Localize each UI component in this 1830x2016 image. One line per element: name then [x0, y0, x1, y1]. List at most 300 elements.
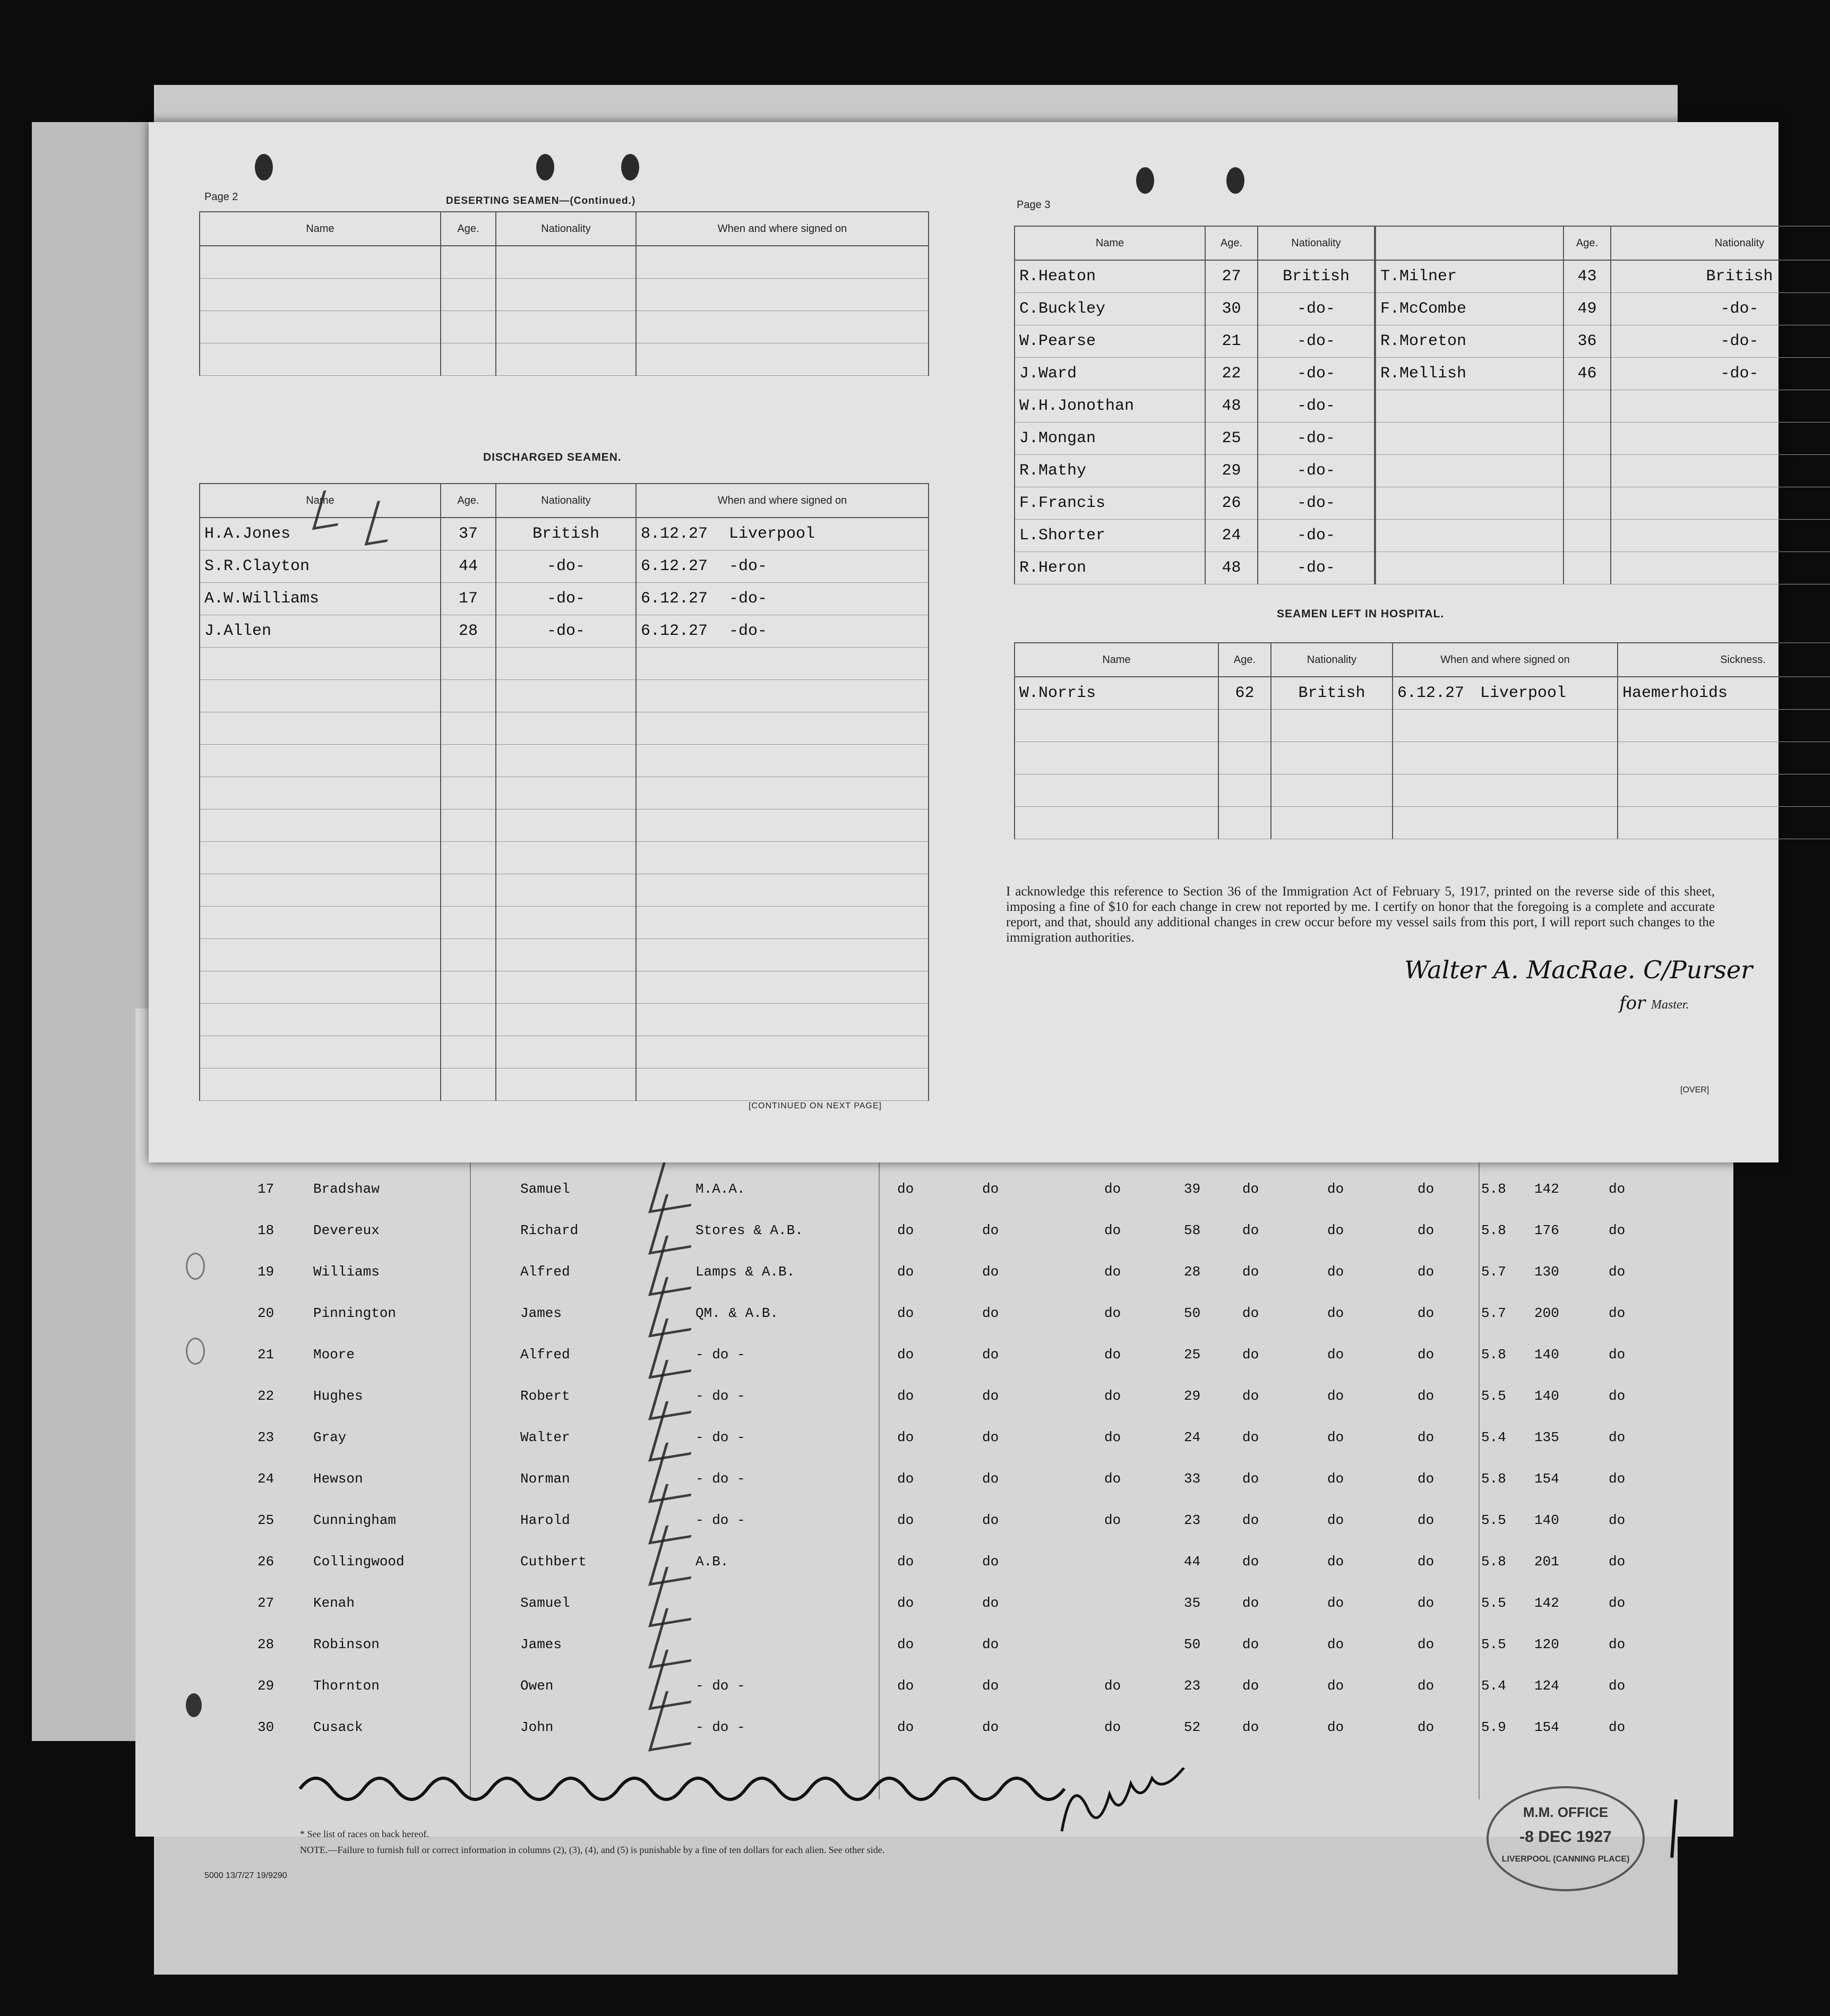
lower-sheet-hole-3 [186, 1693, 202, 1717]
crew-nationality: -do- [1258, 520, 1374, 552]
crew-name: R.Moreton [1376, 325, 1563, 358]
crew-age: 26 [1205, 487, 1258, 520]
crew-col-do: do [1104, 1347, 1121, 1363]
seaman-nationality: British [496, 518, 636, 550]
signed-place: Liverpool [729, 525, 815, 543]
crew-col-do: do [1242, 1636, 1259, 1652]
crew-age: 52 [1184, 1719, 1201, 1735]
col-nationality: Nationality [1271, 643, 1393, 677]
col-age: Age. [1205, 226, 1258, 260]
crew-col-do: do [1417, 1636, 1434, 1652]
patient-nationality: British [1271, 677, 1393, 710]
crew-col-do: do [1242, 1719, 1259, 1735]
crew-surname: Pinnington [313, 1305, 397, 1321]
crew-age: 23 [1184, 1678, 1201, 1694]
stamp-date: -8 DEC 1927 [1519, 1828, 1612, 1846]
crew-nationality: -do- [1258, 455, 1374, 487]
seaman-age: 17 [441, 583, 496, 615]
seaman-name [200, 971, 441, 1004]
crew-nationality: British [1611, 260, 1830, 293]
crew-name: T.Milner [1376, 260, 1563, 293]
crew-weight: 201 [1534, 1554, 1559, 1570]
crew-rating: A.B. [695, 1554, 729, 1570]
signed-on [636, 809, 929, 842]
crew-age: 46 [1563, 358, 1611, 390]
crew-nationality: -do- [1258, 358, 1374, 390]
crew-age: 25 [1205, 423, 1258, 455]
patient-age [1218, 710, 1271, 742]
crew-col-do: do [1609, 1388, 1626, 1404]
crew-age: 23 [1184, 1512, 1201, 1528]
crew-weight: 140 [1534, 1388, 1559, 1404]
table-row [1376, 260, 1830, 293]
stamp-bottom: LIVERPOOL (CANNING PLACE) [1501, 1855, 1630, 1864]
crew-col-do: do [1609, 1264, 1626, 1280]
seaman-name: J.Allen [200, 615, 441, 648]
lower-sheet-hole-2 [186, 1338, 205, 1365]
crew-rating: M.A.A. [695, 1181, 745, 1197]
seaman-name [200, 1004, 441, 1036]
seaman-name [200, 874, 441, 907]
crew-row [234, 1222, 1667, 1260]
crew-col-do: do [1242, 1305, 1259, 1321]
signed-on [636, 550, 929, 583]
table-row [1376, 325, 1830, 358]
crew-nationality: -do- [1258, 390, 1374, 423]
mm-office-stamp [1487, 1786, 1645, 1891]
patient-nationality [1271, 774, 1393, 807]
crew-age: 58 [1184, 1222, 1201, 1238]
crew-row [234, 1554, 1667, 1591]
crew-nationality: -do- [1611, 293, 1830, 325]
seaman-name [200, 680, 441, 712]
table-row [1015, 774, 1830, 807]
crew-nationality: -do- [1258, 552, 1374, 584]
hospital-title: SEAMEN LEFT IN HOSPITAL. [1277, 608, 1445, 620]
table-row [200, 583, 929, 615]
crew-col-do: do [1327, 1429, 1344, 1445]
seaman-nationality [496, 874, 636, 907]
crew-number: 28 [257, 1636, 274, 1652]
crew-given-name: Samuel [520, 1595, 570, 1611]
crew-col-do: do [1609, 1429, 1626, 1445]
crew-given-name: James [520, 1305, 562, 1321]
crew-weight: 154 [1534, 1719, 1559, 1735]
punch-hole [1136, 167, 1154, 194]
table-row [200, 550, 929, 583]
crew-nationality [1611, 423, 1830, 455]
crew-name [1376, 487, 1563, 520]
crew-col-do: do [982, 1719, 999, 1735]
seaman-nationality [496, 1069, 636, 1101]
crew-name: J.Ward [1015, 358, 1205, 390]
crew-col-do: do [897, 1595, 914, 1611]
crew-nationality [1611, 390, 1830, 423]
crew-row [234, 1636, 1667, 1674]
crew-col-do: do [1417, 1719, 1434, 1735]
crew-col-do: do [1609, 1678, 1626, 1694]
crew-col-do: do [1609, 1719, 1626, 1735]
patient-name [1015, 742, 1218, 774]
crew-weight: 200 [1534, 1305, 1559, 1321]
crew-age: 33 [1184, 1471, 1201, 1487]
signed-date: 6.12.27 [641, 590, 708, 608]
col-sickness: Sickness. [1618, 643, 1830, 677]
crew-col-do: do [1327, 1264, 1344, 1280]
crew-row [234, 1719, 1667, 1756]
page3-crew-table-left [1014, 226, 1375, 584]
seaman-name: H.A.Jones [200, 518, 441, 550]
table-row [1015, 260, 1374, 293]
deserting-seamen-table [199, 211, 929, 376]
crew-age: 21 [1205, 325, 1258, 358]
crew-col-do: do [1104, 1305, 1121, 1321]
crew-height: 5.4 [1481, 1429, 1506, 1445]
crew-row [234, 1678, 1667, 1715]
table-row [1376, 455, 1830, 487]
crew-weight: 142 [1534, 1595, 1559, 1611]
crew-age [1563, 520, 1611, 552]
seaman-nationality [496, 907, 636, 939]
seaman-age [441, 1004, 496, 1036]
crew-height: 5.9 [1481, 1719, 1506, 1735]
seaman-nationality: -do- [496, 615, 636, 648]
seaman-name: S.R.Clayton [200, 550, 441, 583]
seaman-nationality [496, 745, 636, 777]
table-row [200, 1069, 929, 1101]
seaman-nationality [496, 1004, 636, 1036]
patient-name [1015, 710, 1218, 742]
crew-number: 30 [257, 1719, 274, 1735]
crew-name: R.Heron [1015, 552, 1205, 584]
crew-age: 27 [1205, 260, 1258, 293]
crew-col-do: do [897, 1347, 914, 1363]
crew-name: F.McCombe [1376, 293, 1563, 325]
crew-col-do: do [1242, 1678, 1259, 1694]
table-row [1376, 487, 1830, 520]
signed-place: -do- [729, 557, 768, 575]
patient-age [1218, 774, 1271, 807]
table-row [200, 745, 929, 777]
table-row [1015, 520, 1374, 552]
col-name: Name [200, 212, 441, 246]
crew-weight: 142 [1534, 1181, 1559, 1197]
crew-age: 24 [1205, 520, 1258, 552]
master-label: Master. [1651, 998, 1689, 1012]
signed-on [636, 518, 929, 550]
sickness [1618, 807, 1830, 839]
seaman-nationality [496, 939, 636, 971]
crew-col-do: do [1327, 1512, 1344, 1528]
seaman-age [441, 777, 496, 809]
crew-given-name: Alfred [520, 1347, 570, 1363]
crew-row [234, 1471, 1667, 1508]
seaman-nationality: -do- [496, 550, 636, 583]
crew-col-do: do [1104, 1678, 1121, 1694]
seaman-name [200, 712, 441, 745]
crew-name: F.Francis [1015, 487, 1205, 520]
signed-on [636, 583, 929, 615]
table-row [1015, 358, 1374, 390]
crew-age [1563, 390, 1611, 423]
crew-col-do: do [982, 1181, 999, 1197]
seaman-name [200, 1036, 441, 1069]
crew-height: 5.8 [1481, 1471, 1506, 1487]
crew-col-do: do [1104, 1719, 1121, 1735]
signed-on [636, 680, 929, 712]
crew-surname: Kenah [313, 1595, 355, 1611]
crew-col-do: do [1609, 1554, 1626, 1570]
crew-col-do: do [1417, 1678, 1434, 1694]
crew-height: 5.8 [1481, 1554, 1506, 1570]
crew-col-do: do [1242, 1347, 1259, 1363]
patient-name: W.Norris [1015, 677, 1218, 710]
crew-nationality: -do- [1611, 358, 1830, 390]
table-row [200, 939, 929, 971]
crew-height: 5.5 [1481, 1512, 1506, 1528]
crew-surname: Thornton [313, 1678, 380, 1694]
crew-given-name: Harold [520, 1512, 570, 1528]
crew-given-name: Samuel [520, 1181, 570, 1197]
crew-col-do: do [1609, 1222, 1626, 1238]
crew-col-do: do [1609, 1512, 1626, 1528]
signed-on [636, 615, 929, 648]
crew-surname: Hughes [313, 1388, 363, 1404]
crew-given-name: John [520, 1719, 554, 1735]
crew-number: 27 [257, 1595, 274, 1611]
crew-weight: 176 [1534, 1222, 1559, 1238]
crew-height: 5.8 [1481, 1222, 1506, 1238]
crew-nationality [1611, 487, 1830, 520]
table-row [1376, 423, 1830, 455]
seaman-name [200, 648, 441, 680]
seaman-age [441, 842, 496, 874]
col-age: Age. [441, 212, 496, 246]
table-row [1015, 807, 1830, 839]
signed-on [636, 907, 929, 939]
signed-on [636, 874, 929, 907]
signed-place: -do- [729, 590, 768, 608]
crew-height: 5.5 [1481, 1595, 1506, 1611]
col-name: Name [200, 484, 441, 518]
crew-nationality: -do- [1258, 487, 1374, 520]
signed-on [636, 745, 929, 777]
table-row [200, 680, 929, 712]
sickness [1618, 710, 1830, 742]
crew-age: 29 [1205, 455, 1258, 487]
crew-col-do: do [1417, 1595, 1434, 1611]
signed-on [636, 1004, 929, 1036]
crew-surname: Cunningham [313, 1512, 397, 1528]
seaman-age [441, 874, 496, 907]
seaman-name [200, 907, 441, 939]
patient-age [1218, 807, 1271, 839]
table-row [200, 842, 929, 874]
patient-nationality [1271, 807, 1393, 839]
crew-col-do: do [1327, 1595, 1344, 1611]
crew-row [234, 1429, 1667, 1467]
hospital-table [1014, 642, 1830, 839]
signed-date: 8.12.27 [641, 525, 708, 543]
signed-on [1393, 774, 1618, 807]
crew-given-name: Robert [520, 1388, 570, 1404]
signed-on [636, 971, 929, 1004]
crew-surname: Robinson [313, 1636, 380, 1652]
crew-age: 50 [1184, 1305, 1201, 1321]
crew-age: 25 [1184, 1347, 1201, 1363]
crew-surname: Williams [313, 1264, 380, 1280]
crew-nationality [1611, 552, 1830, 584]
crew-name: L.Shorter [1015, 520, 1205, 552]
punch-hole [1226, 167, 1244, 194]
crew-rating: QM. & A.B. [695, 1305, 779, 1321]
crew-col-do: do [897, 1512, 914, 1528]
crew-rating: - do - [695, 1719, 745, 1735]
crew-col-do: do [897, 1719, 914, 1735]
crew-col-do: do [1104, 1429, 1121, 1445]
crew-number: 22 [257, 1388, 274, 1404]
crew-col-do: do [982, 1264, 999, 1280]
crew-given-name: Alfred [520, 1264, 570, 1280]
crew-age [1563, 423, 1611, 455]
crew-weight: 120 [1534, 1636, 1559, 1652]
crew-age: 39 [1184, 1181, 1201, 1197]
crew-number: 21 [257, 1347, 274, 1363]
crew-col-do: do [1417, 1305, 1434, 1321]
table-row [1376, 358, 1830, 390]
seaman-nationality [496, 680, 636, 712]
seaman-nationality [496, 1036, 636, 1069]
crew-col-do: do [982, 1471, 999, 1487]
col-nationality: Nationality [1611, 226, 1830, 260]
crew-name: J.Mongan [1015, 423, 1205, 455]
purser-signature: Walter A. MacRae. C/Purser [1404, 955, 1753, 984]
crew-col-do: do [1609, 1471, 1626, 1487]
table-row [1376, 293, 1830, 325]
crew-given-name: Richard [520, 1222, 579, 1238]
table-row [200, 615, 929, 648]
crew-col-do: do [1417, 1471, 1434, 1487]
crew-col-do: do [982, 1512, 999, 1528]
seaman-name [200, 1069, 441, 1101]
signed-place: -do- [729, 622, 768, 640]
crew-col-do: do [897, 1264, 914, 1280]
crew-col-do: do [1417, 1388, 1434, 1404]
discharged-seamen-table [199, 483, 929, 1101]
crew-number: 26 [257, 1554, 274, 1570]
crew-col-do: do [1609, 1595, 1626, 1611]
crew-age: 48 [1205, 390, 1258, 423]
crew-col-do: do [1242, 1512, 1259, 1528]
table-row [1015, 742, 1830, 774]
patient-nationality [1271, 710, 1393, 742]
crew-name [1376, 520, 1563, 552]
seaman-nationality [496, 648, 636, 680]
crew-height: 5.8 [1481, 1181, 1506, 1197]
continued-note: [CONTINUED ON NEXT PAGE] [749, 1101, 882, 1110]
seaman-age: 37 [441, 518, 496, 550]
crew-weight: 140 [1534, 1347, 1559, 1363]
crew-col-do: do [897, 1429, 914, 1445]
crew-height: 5.7 [1481, 1264, 1506, 1280]
stamp-top: M.M. OFFICE [1523, 1804, 1609, 1820]
acknowledgement-text: I acknowledge this reference to Section 36 of the Immigration Act of February 5, 1917, printed on the reverse side of this sheet, imposing a fine of $10 for each change in crew not reported by me. I certify on honor that the foregoing is a complete and accurate report, and that, should any additional changes in crew occur before my vessel sails from this port, I will report such changes to the immigration authorities. [1006, 884, 1715, 945]
signed-on [1393, 710, 1618, 742]
table-row [1015, 710, 1830, 742]
patient-age: 62 [1218, 677, 1271, 710]
table-row [200, 1004, 929, 1036]
crew-name [1376, 552, 1563, 584]
form-number: 5000 13/7/27 19/9290 [204, 1871, 287, 1880]
crew-col-do: do [1104, 1264, 1121, 1280]
crew-number: 29 [257, 1678, 274, 1694]
seaman-nationality [496, 777, 636, 809]
crew-col-do: do [1104, 1471, 1121, 1487]
crew-col-do: do [1104, 1388, 1121, 1404]
crew-rating: - do - [695, 1347, 745, 1363]
seaman-name: A.W.Williams [200, 583, 441, 615]
table-row [200, 518, 929, 550]
crew-col-do: do [982, 1595, 999, 1611]
crew-col-do: do [1242, 1471, 1259, 1487]
crew-col-do: do [1327, 1471, 1344, 1487]
signed-on [1393, 677, 1618, 710]
crew-col-do: do [1327, 1554, 1344, 1570]
crew-nationality [1611, 455, 1830, 487]
crew-col-do: do [1417, 1554, 1434, 1570]
crew-age: 24 [1184, 1429, 1201, 1445]
crew-age [1563, 552, 1611, 584]
crew-col-do: do [1417, 1347, 1434, 1363]
crew-name: W.H.Jonothan [1015, 390, 1205, 423]
table-row [1376, 390, 1830, 423]
crew-col-do: do [1104, 1222, 1121, 1238]
crew-name [1376, 455, 1563, 487]
crew-col-do: do [1242, 1181, 1259, 1197]
crew-number: 25 [257, 1512, 274, 1528]
seaman-age: 44 [441, 550, 496, 583]
crew-col-do: do [897, 1678, 914, 1694]
crew-col-do: do [1417, 1264, 1434, 1280]
crew-number: 24 [257, 1471, 274, 1487]
seaman-age [441, 939, 496, 971]
crew-col-do: do [1242, 1388, 1259, 1404]
crew-weight: 130 [1534, 1264, 1559, 1280]
col-nationality: Nationality [1258, 226, 1374, 260]
crew-given-name: Cuthbert [520, 1554, 587, 1570]
over-label: [OVER] [1680, 1085, 1709, 1095]
handwritten-mark [1056, 1768, 1195, 1842]
crew-row [234, 1347, 1667, 1384]
crew-number: 20 [257, 1305, 274, 1321]
signed-on [636, 648, 929, 680]
seaman-nationality: -do- [496, 583, 636, 615]
sickness [1618, 774, 1830, 807]
crew-col-do: do [1242, 1429, 1259, 1445]
crew-surname: Devereux [313, 1222, 380, 1238]
table-row [1376, 552, 1830, 584]
table-row [200, 648, 929, 680]
col-nationality: Nationality [496, 212, 636, 246]
seaman-nationality [496, 712, 636, 745]
crew-number: 23 [257, 1429, 274, 1445]
crew-col-do: do [982, 1429, 999, 1445]
crew-row [234, 1305, 1667, 1342]
seaman-nationality [496, 842, 636, 874]
seaman-age [441, 809, 496, 842]
crew-age: 35 [1184, 1595, 1201, 1611]
signed-on [636, 777, 929, 809]
